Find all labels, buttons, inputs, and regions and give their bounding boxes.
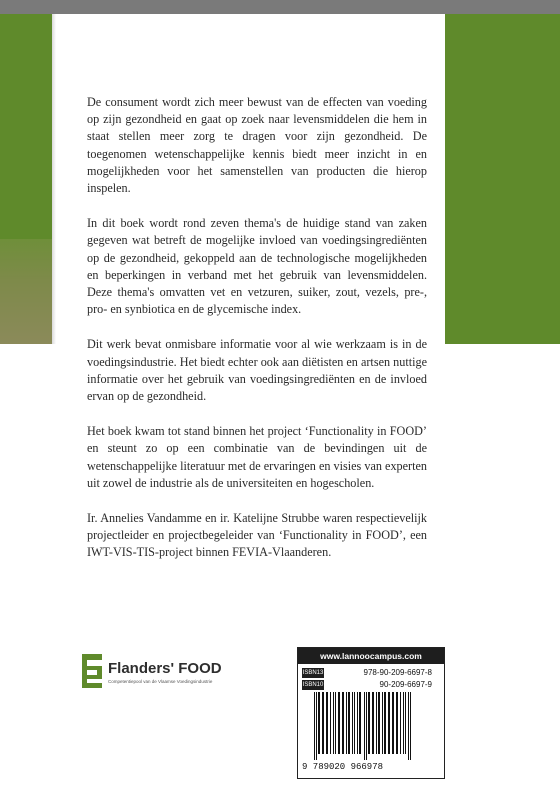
barcode-bar (357, 692, 358, 754)
isbn13-row (302, 668, 432, 678)
paragraph-audience: Dit werk bevat onmisbare informatie voor al wie werkzaam is in de voedingsindustrie. Het biedt echter ook aan diëtisten en artsen nuttige informatie over het gebruik van voedingsingrediënten en de invloed ervan op de gezondheid. (87, 337, 427, 404)
paragraph-project: Het boek kwam tot stand binnen het project ‘Functionality in FOOD’ en steunt zo op een combinatie van de bevindingen uit de wetenschappelijke literatuur met de ervaringen en visies van experten uit zowel de industrie als de universiteiten en hogescholen. (87, 424, 427, 490)
barcode-bar (342, 692, 344, 754)
isbn13-value: 978-90-209-6697-8 (363, 668, 432, 677)
paragraph-themes: In dit boek wordt rond zeven thema's de huidige stand van zaken gegeven wat betreft de mogelijke invloed van voedingsingrediënten op de gezondheid, gekoppeld aan de technologische mogelijkheden en beperkingen in verband met het gebruik van levensmiddelen. Deze thema's omvatten vet en vetzuren, suiker, zout, vezels, pre-, pro- en synbiotica en de glycemische index. (87, 216, 427, 317)
barcode-bar (326, 692, 328, 754)
barcode-bar (338, 692, 340, 754)
back-cover-text (87, 94, 427, 580)
barcode-bar (396, 692, 398, 754)
logo-name: Flanders' FOOD (108, 660, 222, 677)
top-edge-strip (0, 0, 560, 14)
paragraph-consumer: De consument wordt zich meer bewust van de effecten van voeding op zijn gezondheid en gaat op zoek naar levensmiddelen die hem in staat stellen meer zorg te dragen voor zijn gezondheid. De toegenomen wetenschappelijke kennis biedt meer inzicht in en mogelijkheden voor het samenstellen van producten die hierop inspelen. (87, 95, 427, 196)
barcode-bar (368, 692, 370, 754)
barcode-bar (392, 692, 394, 754)
barcode-bar (403, 692, 404, 754)
barcode-bar (376, 692, 377, 754)
barcode-bar (382, 692, 383, 754)
isbn10-value: 90-209-6697-9 (379, 680, 432, 689)
barcode-bar (333, 692, 334, 754)
barcode-bar (316, 692, 317, 760)
isbn10-row (302, 680, 432, 690)
paragraph-authors: Ir. Annelies Vandamme en ir. Katelijne Strubbe waren respectievelijk projectleider en projectbegeleider van ‘Functionality in FOOD’, een IWT-VIS-TIS-project binnen FEVIA-Vlaanderen. (87, 511, 427, 560)
barcode-bar (410, 692, 411, 760)
barcode-bar (408, 692, 409, 760)
barcode-bar (372, 692, 374, 754)
flanders-food-logo-icon (82, 654, 102, 688)
barcode-bar (318, 692, 320, 754)
barcode-bar (335, 692, 336, 754)
barcode-bar (400, 692, 401, 754)
barcode-bar (348, 692, 350, 754)
barcode-bar (346, 692, 347, 754)
isbn13-label: ISBN13 (302, 670, 324, 676)
logo-tagline: Competentiepool van de Vlaamse Voedingsindustrie (108, 679, 213, 684)
barcode-bar (366, 692, 367, 760)
barcode-bar (359, 692, 361, 754)
barcode-bar (384, 692, 386, 754)
left-green-panel (0, 14, 52, 239)
barcode (312, 692, 436, 760)
barcode-bar (364, 692, 365, 760)
left-photo-fragment (0, 239, 52, 344)
barcode-digits: 9 789020 966978 (302, 762, 384, 772)
barcode-bar (352, 692, 353, 754)
barcode-bar (378, 692, 380, 754)
flanders-food-logo (82, 654, 252, 692)
right-green-panel (445, 14, 560, 344)
barcode-bar (330, 692, 331, 754)
barcode-bar (405, 692, 406, 754)
spine-shadow (52, 14, 56, 344)
barcode-bar (388, 692, 390, 754)
barcode-bar (354, 692, 355, 754)
barcode-bar (314, 692, 315, 760)
isbn10-label: ISBN10 (302, 682, 324, 688)
barcode-bar (322, 692, 324, 754)
publisher-url[interactable]: www.lannoocampus.com (298, 648, 444, 664)
isbn-barcode-block (297, 647, 445, 779)
